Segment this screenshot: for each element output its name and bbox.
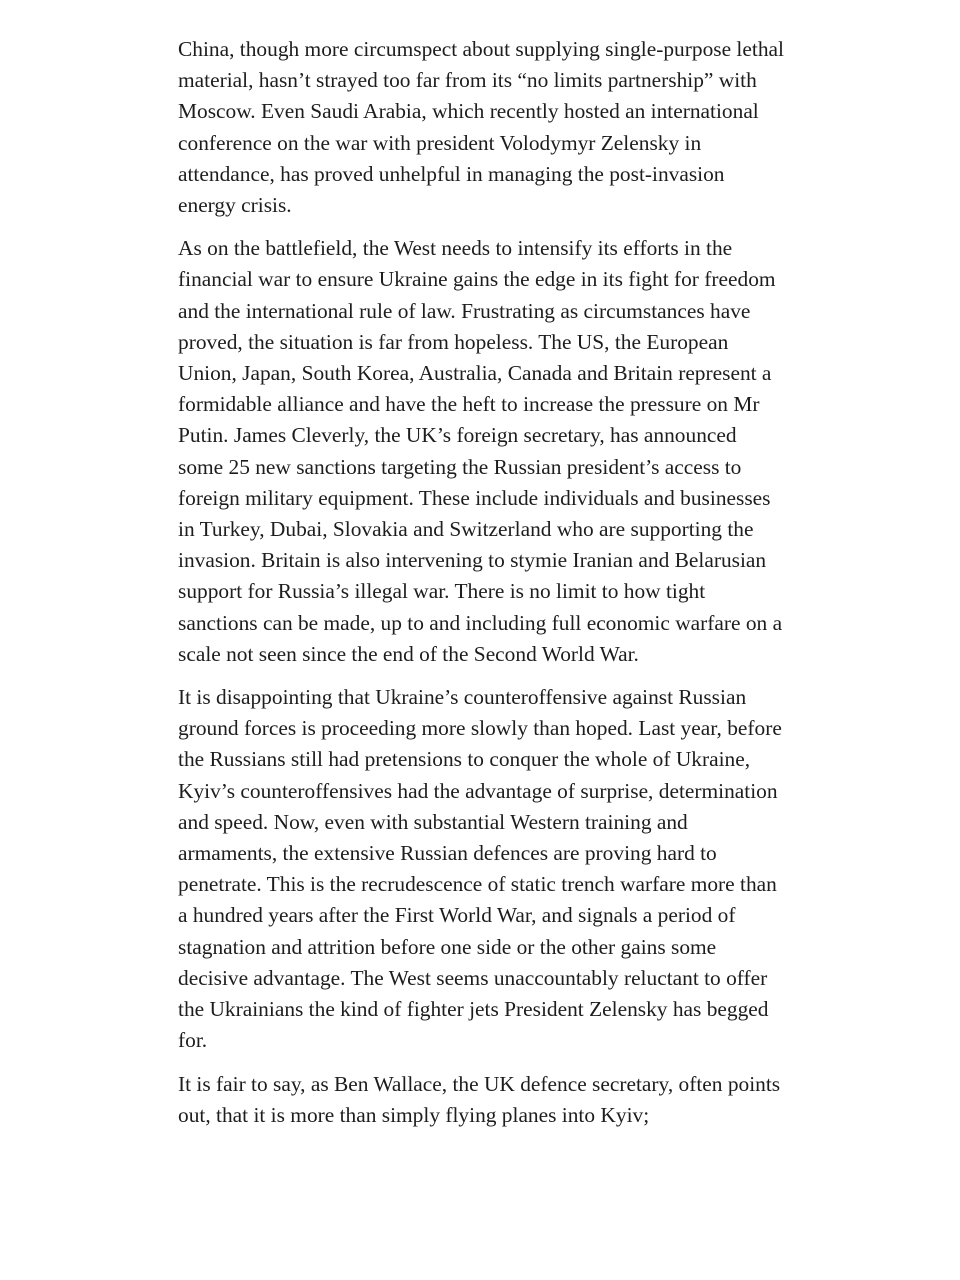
- article-body: [178, 34, 784, 1143]
- article-paragraph-4: It is fair to say, as Ben Wallace, the UK defence secretary, often points out, that it is more than simply flying planes into Kyiv;: [178, 1071, 781, 1127]
- article-paragraph-3: It is disappointing that Ukraine’s counteroffensive against Russian ground forces is proceeding more slowly than hoped. Last year, before the Russians still had pretensions to conquer the whole of Ukraine, Kyiv’s counteroffensives had the advantage of surprise, determination and speed. Now, even with substantial Western training and armaments, the extensive Russian defences are proving hard to penetrate. This is the recrudescence of static trench warfare more than a hundred years after the First World War, and signals a period of stagnation and attrition before one side or the other gains some decisive advantage. The West seems unaccountably reluctant to offer the Ukrainians the kind of fighter jets President Zelensky has begged for.: [178, 685, 782, 1053]
- article-paragraph-1: China, though more circumspect about supplying single-purpose lethal material, hasn’t strayed too far from its “no limits partnership” with Moscow. Even Saudi Arabia, which recently hosted an international conference on the war with president Volodymyr Zelensky in attendance, has proved unhelpful in managing the post-invasion energy crisis.: [178, 37, 784, 218]
- article-paragraph-2: As on the battlefield, the West needs to intensify its efforts in the financial war to ensure Ukraine gains the edge in its fight for freedom and the international rule of law. Frustrating as circumstances have proved, the situation is far from hopeless. The US, the European Union, Japan, South Korea, Australia, Canada and Britain represent a formidable alliance and have the heft to increase the pressure on Mr Putin. James Cleverly, the UK’s foreign secretary, has announced some 25 new sanctions targeting the Russian president’s access to foreign military equipment. These include individuals and businesses in Turkey, Dubai, Slovakia and Switzerland who are supporting the invasion. Britain is also intervening to stymie Iranian and Belarusian support for Russia’s illegal war. There is no limit to how tight sanctions can be made, up to and including full economic warfare on a scale not seen since the end of the Second World War.: [178, 236, 783, 666]
